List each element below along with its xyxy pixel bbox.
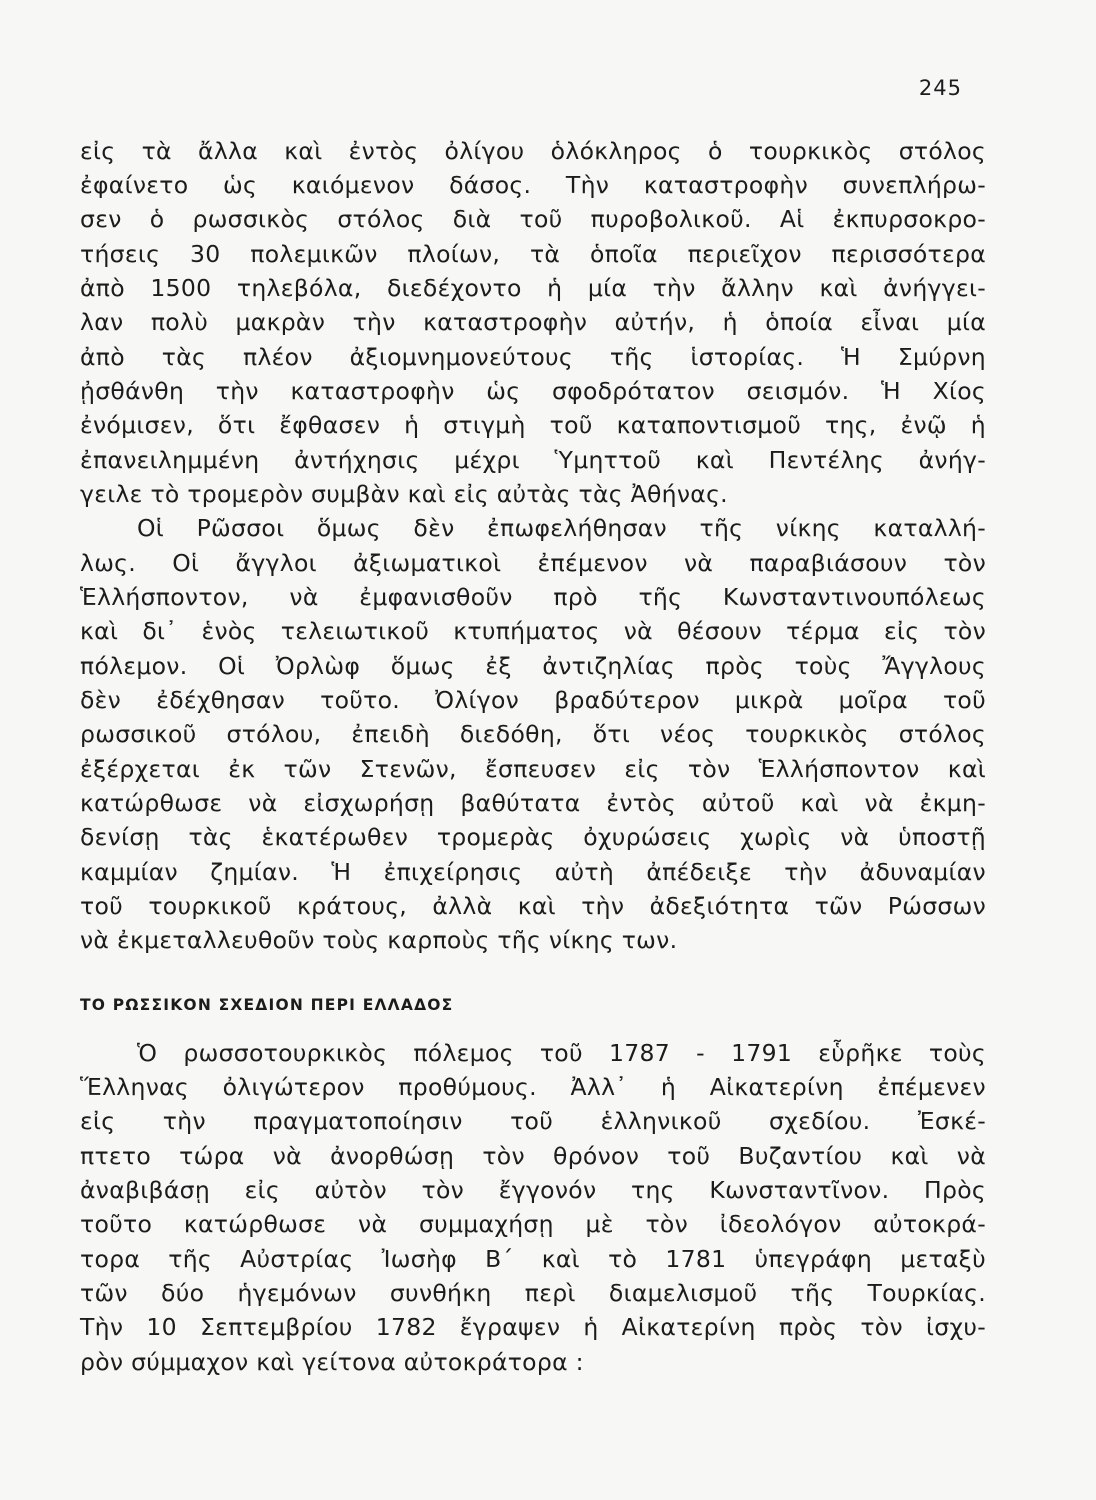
text-line: τορα τῆς Αὐστρίας Ἰωσὴφ Β´ καὶ τὸ 1781 ὑπεγράφη μεταξὺ (80, 1245, 986, 1273)
text-line: ἐνόμισεν, ὅτι ἔφθασεν ἡ στιγμὴ τοῦ καταποντισμοῦ της, ἐνῷ ἡ (80, 411, 986, 439)
text-line: τήσεις 30 πολεμικῶν πλοίων, τὰ ὁποῖα περιεῖχον περισσότερα (80, 240, 986, 268)
text-line: εἰς τὴν πραγματοποίησιν τοῦ ἑλληνικοῦ σχεδίου. Ἐσκέ- (80, 1107, 986, 1135)
text-line: νὰ ἐκμεταλλευθοῦν τοὺς καρποὺς τῆς νίκης των. (80, 926, 678, 954)
text-line: τοῦ τουρκικοῦ κράτους, ἀλλὰ καὶ τὴν ἀδεξιότητα τῶν Ρώσσων (80, 892, 986, 920)
text-line: Ὁ ρωσσοτουρκικὸς πόλεμος τοῦ 1787 - 1791 εὗρῆκε τοὺς (137, 1039, 986, 1067)
text-line: Τὴν 10 Σεπτεμβρίου 1782 ἔγραψεν ἡ Αἰκατερίνη πρὸς τὸν ἰσχυ- (80, 1313, 986, 1341)
text-line: ἀπὸ τὰς πλέον ἀξιομνημονεύτους τῆς ἱστορίας. Ἡ Σμύρνη (80, 343, 986, 371)
text-line: Ἕλληνας ὀλιγώτερον προθύμους. Ἀλλ᾽ ἡ Αἰκατερίνη ἐπέμενεν (80, 1073, 986, 1101)
text-line: ρὸν σύμμαχον καὶ γείτονα αὐτοκράτορα : (80, 1348, 584, 1376)
text-line: κατώρθωσε νὰ εἰσχωρήσῃ βαθύτατα ἐντὸς αὐτοῦ καὶ νὰ ἐκμη- (80, 789, 986, 817)
text-line: τῶν δύο ἡγεμόνων συνθήκη περὶ διαμελισμοῦ τῆς Τουρκίας. (80, 1279, 986, 1307)
text-line: λως. Οἱ ἄγγλοι ἀξιωματικοὶ ἐπέμενον νὰ παραβιάσουν τὸν (80, 549, 986, 577)
text-line: ᾐσθάνθη τὴν καταστροφὴν ὡς σφοδρότατον σεισμόν. Ἡ Χίος (80, 377, 986, 405)
text-line: εἰς τὰ ἄλλα καὶ ἐντὸς ὀλίγου ὁλόκληρος ὁ τουρκικὸς στόλος (80, 137, 986, 165)
text-line: πτετο τώρα νὰ ἀνορθώσῃ τὸν θρόνον τοῦ Βυζαντίου καὶ νὰ (80, 1142, 986, 1170)
text-line: πόλεμον. Οἱ Ὀρλὼφ ὅμως ἐξ ἀντιζηλίας πρὸς τοὺς Ἄγγλους (80, 652, 986, 680)
text-line: ἐξέρχεται ἐκ τῶν Στενῶν, ἔσπευσεν εἰς τὸν Ἑλλήσποντον καὶ (80, 755, 986, 783)
text-line: δενίσῃ τὰς ἑκατέρωθεν τρομερὰς ὀχυρώσεις χωρὶς νὰ ὑποστῇ (80, 823, 986, 851)
text-line: ἐπανειλημμένη ἀντήχησις μέχρι Ὑμηττοῦ καὶ Πεντέλης ἀνήγ- (80, 446, 986, 474)
text-line: γειλε τὸ τρομερὸν συμβὰν καὶ εἰς αὐτὰς τὰς Ἀθήνας. (80, 480, 728, 508)
page-number: 245 (918, 76, 962, 100)
text-line: ἐφαίνετο ὡς καιόμενον δάσος. Τὴν καταστροφὴν συνεπλήρω- (80, 171, 986, 199)
text-line: σεν ὁ ρωσσικὸς στόλος διὰ τοῦ πυροβολικοῦ. Αἱ ἐκπυρσοκρο- (80, 205, 986, 233)
text-line: καὶ δι᾽ ἑνὸς τελειωτικοῦ κτυπήματος νὰ θέσουν τέρμα εἰς τὸν (80, 617, 986, 645)
text-line: τοῦτο κατώρθωσε νὰ συμμαχήσῃ μὲ τὸν ἰδεολόγον αὐτοκρά- (80, 1210, 986, 1238)
text-line: λαν πολὺ μακρὰν τὴν καταστροφὴν αὐτήν, ἡ ὁποία εἶναι μία (80, 308, 986, 336)
text-line: καμμίαν ζημίαν. Ἡ ἐπιχείρησις αὐτὴ ἀπέδειξε τὴν ἀδυναμίαν (80, 858, 986, 886)
text-line: ἀπὸ 1500 τηλεβόλα, διεδέχοντο ἡ μία τὴν ἄλλην καὶ ἀνήγγει- (80, 274, 986, 302)
text-line: ἀναβιβάσῃ εἰς αὐτὸν τὸν ἔγγονόν της Κωνσταντῖνον. Πρὸς (80, 1176, 986, 1204)
text-line: ρωσσικοῦ στόλου, ἐπειδὴ διεδόθη, ὅτι νέος τουρκικὸς στόλος (80, 720, 986, 748)
section-heading: ΤΟ ΡΩΣΣΙΚΟΝ ΣΧΕΔΙΟΝ ΠΕΡΙ ΕΛΛΑΔΟΣ (80, 996, 454, 1014)
text-line: Ἑλλήσποντον, νὰ ἐμφανισθοῦν πρὸ τῆς Κωνσταντινουπόλεως (80, 583, 986, 611)
text-line: Οἱ Ρῶσσοι ὅμως δὲν ἐπωφελήθησαν τῆς νίκης καταλλή- (137, 514, 986, 542)
text-line: δὲν ἐδέχθησαν τοῦτο. Ὀλίγον βραδύτερον μικρὰ μοῖρα τοῦ (80, 686, 986, 714)
